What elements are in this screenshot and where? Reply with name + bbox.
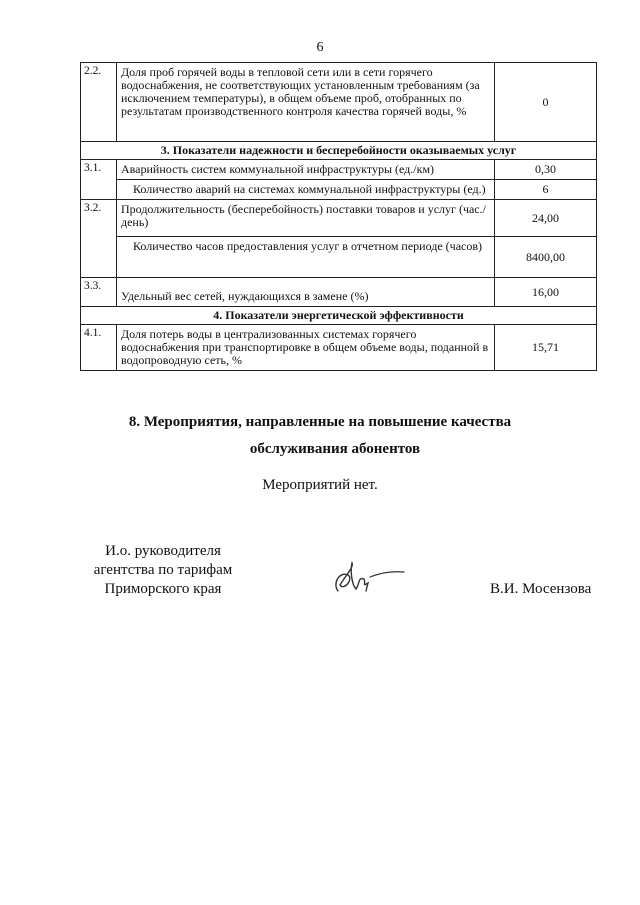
- indicators-table: [80, 62, 597, 371]
- row-sub-text: Количество часов предоставления услуг в отчетном периоде (часов): [117, 237, 495, 278]
- row-text: Продолжительность (бесперебойность) поставки товаров и услуг (час./день): [117, 200, 495, 237]
- page-number: 6: [316, 40, 324, 55]
- section-3-title: 3. Показатели надежности и бесперебойности оказываемых услуг: [81, 142, 597, 160]
- table-row: [81, 180, 597, 200]
- row-value: 0: [495, 63, 597, 142]
- handwritten-signature: [330, 561, 410, 601]
- row-number: 3.3.: [81, 278, 117, 307]
- signer-position: [78, 542, 248, 599]
- table-row: [81, 160, 597, 180]
- section-8-title-line-2: обслуживания абонентов: [249, 441, 421, 457]
- section-8-title-line-1: 8. Мероприятия, направленные на повышение качества: [128, 414, 512, 430]
- row-number: 4.1.: [81, 325, 117, 371]
- row-sub-value: 8400,00: [495, 237, 597, 278]
- table-row: [81, 200, 597, 237]
- section-4-title: 4. Показатели энергетической эффективности: [81, 307, 597, 325]
- row-text: Удельный вес сетей, нуждающихся в замене (%): [117, 278, 495, 307]
- row-text: Аварийность систем коммунальной инфраструктуры (ед./км): [117, 160, 495, 180]
- signer-name: В.И. Мосензова: [490, 581, 592, 597]
- section-row: [81, 142, 597, 160]
- row-number: 3.1.: [81, 160, 117, 200]
- signer-position-line: И.о. руководителя: [105, 543, 221, 559]
- no-measures-text: Мероприятий нет.: [262, 477, 378, 493]
- signer-position-line: агентства по тарифам: [93, 562, 233, 578]
- row-value: 15,71: [495, 325, 597, 371]
- section-row: [81, 307, 597, 325]
- table-row: [81, 325, 597, 371]
- signer-position-line: Приморского края: [104, 581, 222, 597]
- row-value: 0,30: [495, 160, 597, 180]
- row-number: 2.2.: [81, 63, 117, 142]
- table-row: [81, 278, 597, 307]
- row-sub-value: 6: [495, 180, 597, 200]
- table-row: [81, 63, 597, 142]
- row-value: 24,00: [495, 200, 597, 237]
- row-value: 16,00: [495, 278, 597, 307]
- row-sub-text: Количество аварий на системах коммунальной инфраструктуры (ед.): [117, 180, 495, 200]
- table-row: [81, 237, 597, 278]
- row-text: Доля потерь воды в централизованных системах горячего водоснабжения при транспортировке в общем объеме воды, поданной в водопроводную сеть, %: [117, 325, 495, 371]
- row-number: 3.2.: [81, 200, 117, 278]
- row-text: Доля проб горячей воды в тепловой сети или в сети горячего водоснабжения, не соответствующих установленным требованиям (за исключением температуры), в общем объеме проб, отобранных по результатам производственного контроля качества горячей воды, %: [117, 63, 495, 142]
